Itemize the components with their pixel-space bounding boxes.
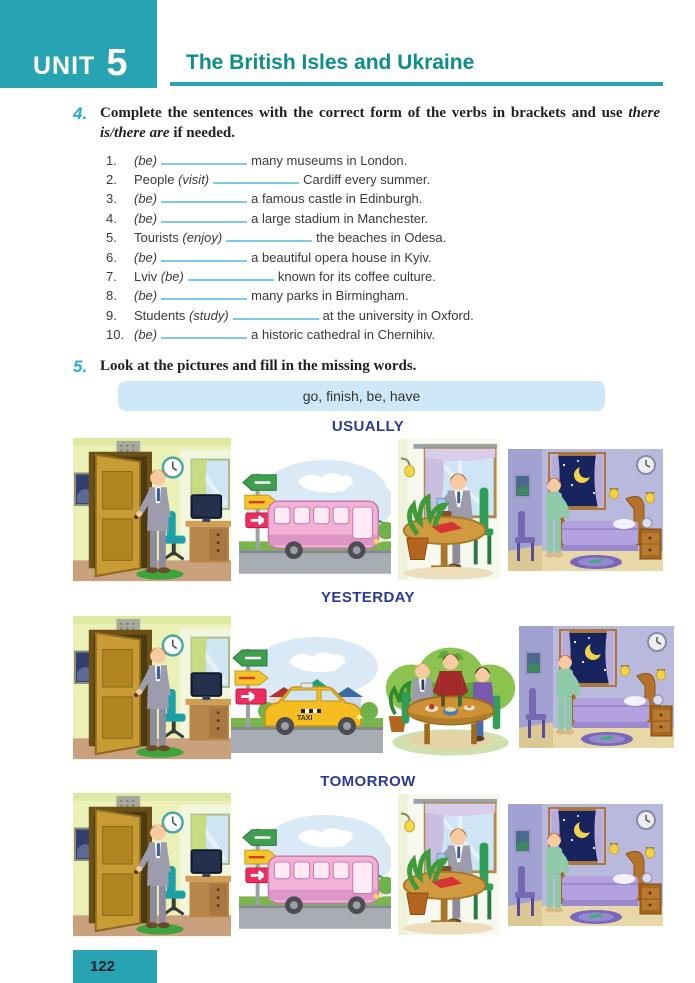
sentence-text: Tourists (enjoy) the beaches in Odesa.	[134, 230, 447, 246]
sentence-number: 8.	[106, 288, 117, 304]
sentence-text: Lviv (be) known for its coffee culture.	[134, 269, 436, 285]
page-title: The British Isles and Ukraine	[186, 51, 475, 74]
sentence-item	[106, 306, 663, 325]
fill-in-blank	[161, 189, 247, 203]
picture-row	[73, 608, 663, 766]
table-drink-scene	[398, 437, 500, 582]
verb-in-brackets: (be)	[160, 269, 184, 285]
sentence-number: 5.	[106, 230, 117, 246]
illustration-man-going-to-bed-at-night	[519, 626, 674, 748]
sentence-text: (be) a historic cathedral in Chernihiv.	[134, 327, 436, 343]
verb-in-brackets: (be)	[134, 327, 158, 343]
fill-in-blank	[213, 170, 299, 184]
illustration-man-going-to-bed-at-night	[508, 449, 663, 571]
fill-in-blank	[161, 151, 247, 165]
dinner-scene	[383, 608, 519, 766]
fill-in-blank	[161, 209, 247, 223]
illustration-dinner-with-friends	[383, 608, 519, 766]
verb-in-brackets: (be)	[134, 191, 158, 207]
unit-number: 5	[106, 41, 128, 84]
bedroom-night-scene	[519, 626, 674, 748]
fill-in-blank	[161, 248, 247, 262]
sentence-number: 4.	[106, 210, 117, 226]
leaving-home-scene	[73, 792, 231, 937]
sentence-item	[106, 189, 663, 208]
exercise-5-instruction: Look at the pictures and fill in the missing words.	[100, 357, 417, 374]
fill-in-blank	[226, 228, 312, 242]
page-number-badge	[73, 950, 157, 983]
time-label-yesterday: YESTERDAY	[321, 589, 415, 607]
bus-street-scene	[239, 801, 391, 929]
page-number: 122	[90, 958, 116, 975]
sentence-number: 6.	[106, 249, 117, 265]
time-label-usually: USUALLY	[331, 418, 405, 436]
picture-row	[73, 792, 663, 937]
picture-row	[73, 437, 663, 582]
illustration-man-drinking-tea-at-table	[398, 792, 500, 937]
verb-in-brackets: (enjoy)	[182, 230, 223, 246]
emphasized-phrase: there is/there are	[100, 105, 660, 141]
sentence-item	[106, 209, 663, 228]
exercise-4-instruction: Complete the sentences with the correct form of the verbs in brackets and use there is/there are if needed.	[100, 105, 660, 141]
illustration-man-drinking-tea-at-table	[398, 437, 500, 582]
sentence-number: 9.	[106, 307, 117, 323]
bedroom-night-scene	[508, 804, 663, 926]
illustration-man-leaving-home	[73, 437, 231, 582]
fill-in-blank	[161, 286, 247, 300]
sentence-text: (be) a large stadium in Manchester.	[134, 210, 429, 226]
verb-in-brackets: (be)	[134, 152, 158, 168]
sentence-number: 2.	[106, 172, 117, 187]
verb-in-brackets: (be)	[134, 288, 158, 304]
unit-label: UNIT	[33, 52, 96, 80]
sentence-text: (be) a beautiful opera house in Kyiv.	[134, 249, 432, 265]
title-underline	[170, 82, 663, 86]
exercise-5	[73, 357, 663, 377]
illustration-pink-bus-street	[239, 801, 391, 929]
sentence-item	[106, 228, 663, 247]
sentence-text: (be) many parks in Birmingham.	[134, 288, 409, 304]
unit-badge	[0, 0, 157, 88]
exercise-5-number: 5.	[73, 356, 88, 376]
table-drink-scene	[398, 792, 500, 937]
sentence-item	[106, 286, 663, 305]
fill-in-blank	[161, 325, 247, 339]
illustration-man-leaving-home	[73, 792, 231, 937]
sentence-item	[106, 170, 663, 189]
exercise-4	[73, 104, 663, 144]
sentence-item	[106, 151, 663, 170]
picture-rows	[73, 418, 663, 937]
title-block	[170, 0, 663, 86]
word-bank: go, finish, be, have	[118, 381, 605, 411]
sentence-number: 1.	[106, 152, 117, 168]
sentence-number: 7.	[106, 269, 117, 285]
illustration-man-going-to-bed-at-night	[508, 804, 663, 926]
sentence-list	[106, 151, 663, 345]
illustration-yellow-taxi-street	[231, 621, 383, 753]
fill-in-blank	[233, 306, 319, 320]
sentence-item	[106, 325, 663, 344]
leaving-home-scene	[73, 615, 231, 760]
sentence-text: People (visit) Cardiff every summer.	[134, 172, 431, 187]
page-content	[73, 88, 663, 937]
sentence-text: (be) a famous castle in Edinburgh.	[134, 191, 423, 207]
fill-in-blank	[188, 267, 274, 281]
bedroom-night-scene	[508, 449, 663, 571]
taxi-street-scene	[231, 621, 383, 753]
verb-in-brackets: (visit)	[178, 172, 210, 187]
bus-street-scene	[239, 446, 391, 574]
verb-in-brackets: (be)	[134, 249, 158, 265]
sentence-number: 10.	[106, 327, 125, 343]
verb-in-brackets: (study)	[188, 307, 229, 323]
illustration-pink-bus-street	[239, 446, 391, 574]
illustration-man-leaving-home	[73, 615, 231, 760]
verb-in-brackets: (be)	[134, 210, 158, 226]
sentence-number: 3.	[106, 191, 117, 207]
leaving-home-scene	[73, 437, 231, 582]
sentence-item	[106, 267, 663, 286]
exercise-4-number: 4.	[73, 104, 88, 123]
time-label-tomorrow: TOMORROW	[320, 773, 416, 791]
svg-text:TAXI: TAXI	[297, 715, 313, 723]
sentence-item	[106, 248, 663, 267]
sentence-text: (be) many museums in London.	[134, 152, 408, 168]
sentence-text: Students (study) at the university in Oxford.	[134, 307, 474, 323]
